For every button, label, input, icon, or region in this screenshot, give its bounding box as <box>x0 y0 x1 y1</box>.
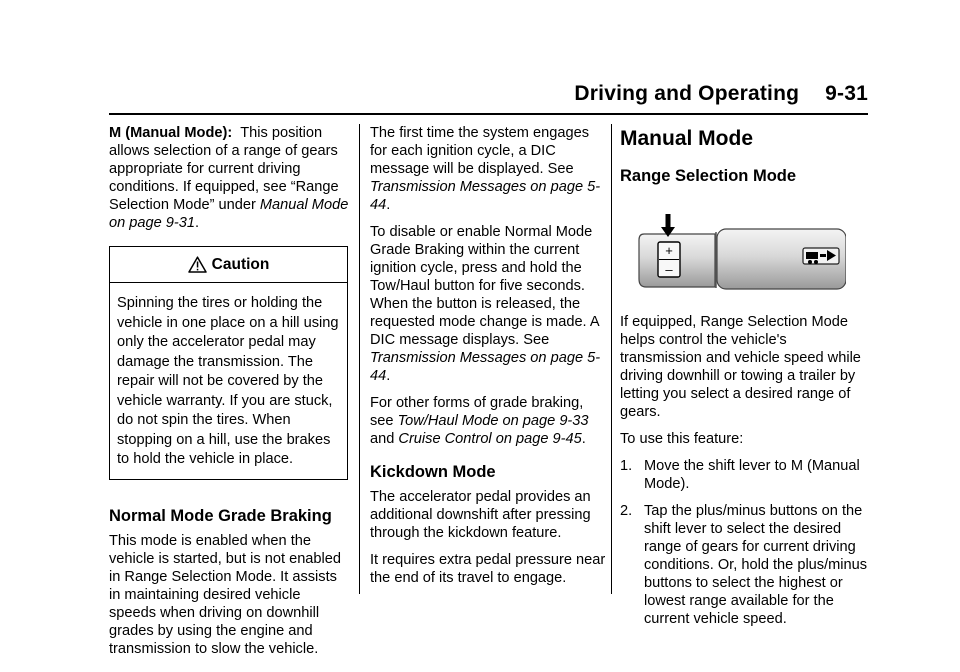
use-feature-text: To use this feature: <box>620 431 744 447</box>
manual-mode-lead: M (Manual Mode): <box>109 125 233 141</box>
transmission-messages-link-2[interactable]: Transmission Messages on page 5-44 <box>370 350 601 384</box>
cruise-control-link[interactable]: Cruise Control on page 9-45 <box>398 431 582 447</box>
shift-lever-illustration <box>620 204 846 294</box>
section-title: Driving and Operating <box>574 82 800 105</box>
caution-title: Caution <box>211 255 270 273</box>
column-divider-2 <box>611 124 612 594</box>
header-rule <box>109 113 868 115</box>
tow-haul-button-icon <box>803 248 839 264</box>
caution-text: Spinning the tires or holding the vehicle in one place on a hill using only the accelerator pedal may damage the transmission. The repair will not be covered by the vehicle warranty. If you are stuck, do not spin the tires. When stopping on a hill, use the brakes to hold the vehicle in place. <box>117 295 339 467</box>
steps-list <box>620 457 870 628</box>
transmission-messages-link-1[interactable]: Transmission Messages on page 5-44 <box>370 179 601 213</box>
other-grade-braking-paragraph: For other forms of grade braking, see Tow/Haul Mode on page 9-33 and Cruise Control on page 9-45. <box>370 395 589 447</box>
list-item: 1. Move the shift lever to M (Manual Mode). <box>620 458 860 492</box>
caution-header <box>110 247 347 283</box>
plus-label: + <box>665 243 673 258</box>
warning-triangle-icon <box>188 256 207 273</box>
range-selection-text: If equipped, Range Selection Mode helps control the vehicle's transmission and vehicle speed while driving downhill or towing a trailer by letting you select a desired range of gears. <box>620 314 861 420</box>
kickdown-text-1: The accelerator pedal provides an additional downshift after pressing through the kickdown feature. <box>370 489 591 541</box>
manual-mode-title: Manual Mode <box>620 127 754 150</box>
manual-mode-link[interactable]: Manual Mode on page 9-31 <box>109 197 349 231</box>
dic-message-paragraph: The first time the system engages for each ignition cycle, a DIC message will be displayed. See Transmission Messages on page 5-44. <box>370 125 601 213</box>
column-2 <box>370 124 607 596</box>
disable-enable-paragraph: To disable or enable Normal Mode Grade Braking within the current ignition cycle, press and hold the Tow/Haul button for five seconds. When the button is released, the requested mode change is made. A DIC message displays. See Transmission Messages on page 5-44. <box>370 224 601 384</box>
grade-braking-text: This mode is enabled when the vehicle is started, but is not enabled in Range Selection Mode. It assists in maintaining desired vehicle speeds when driving on downhill grades by using the engine and transmission to slow the vehicle. <box>109 532 342 657</box>
kickdown-text-2: It requires extra pedal pressure near the end of its travel to engage. <box>370 552 606 586</box>
manual-mode-paragraph: M (Manual Mode): This position allows selection of a range of gears appropriate for current driving conditions. If equipped, see “Range Selection Mode” under Manual Mode on page 9-31. <box>109 125 349 231</box>
column-divider-1 <box>359 124 360 594</box>
list-item: 2. Tap the plus/minus buttons on the shift lever to select the desired range of gears for current driving conditions. Or, hold the plus/minus buttons to select the highest or lowest range available for the current vehicle speed. <box>620 503 868 627</box>
column-3 <box>620 124 870 637</box>
page-number: 9-31 <box>825 82 868 105</box>
minus-label: – <box>665 262 673 277</box>
range-selection-heading: Range Selection Mode <box>620 167 797 185</box>
tow-haul-link[interactable]: Tow/Haul Mode on page 9-33 <box>397 413 589 429</box>
column-1 <box>109 124 349 667</box>
caution-box <box>109 246 348 480</box>
running-header <box>0 82 868 106</box>
kickdown-heading: Kickdown Mode <box>370 463 496 481</box>
grade-braking-heading: Normal Mode Grade Braking <box>109 506 332 525</box>
